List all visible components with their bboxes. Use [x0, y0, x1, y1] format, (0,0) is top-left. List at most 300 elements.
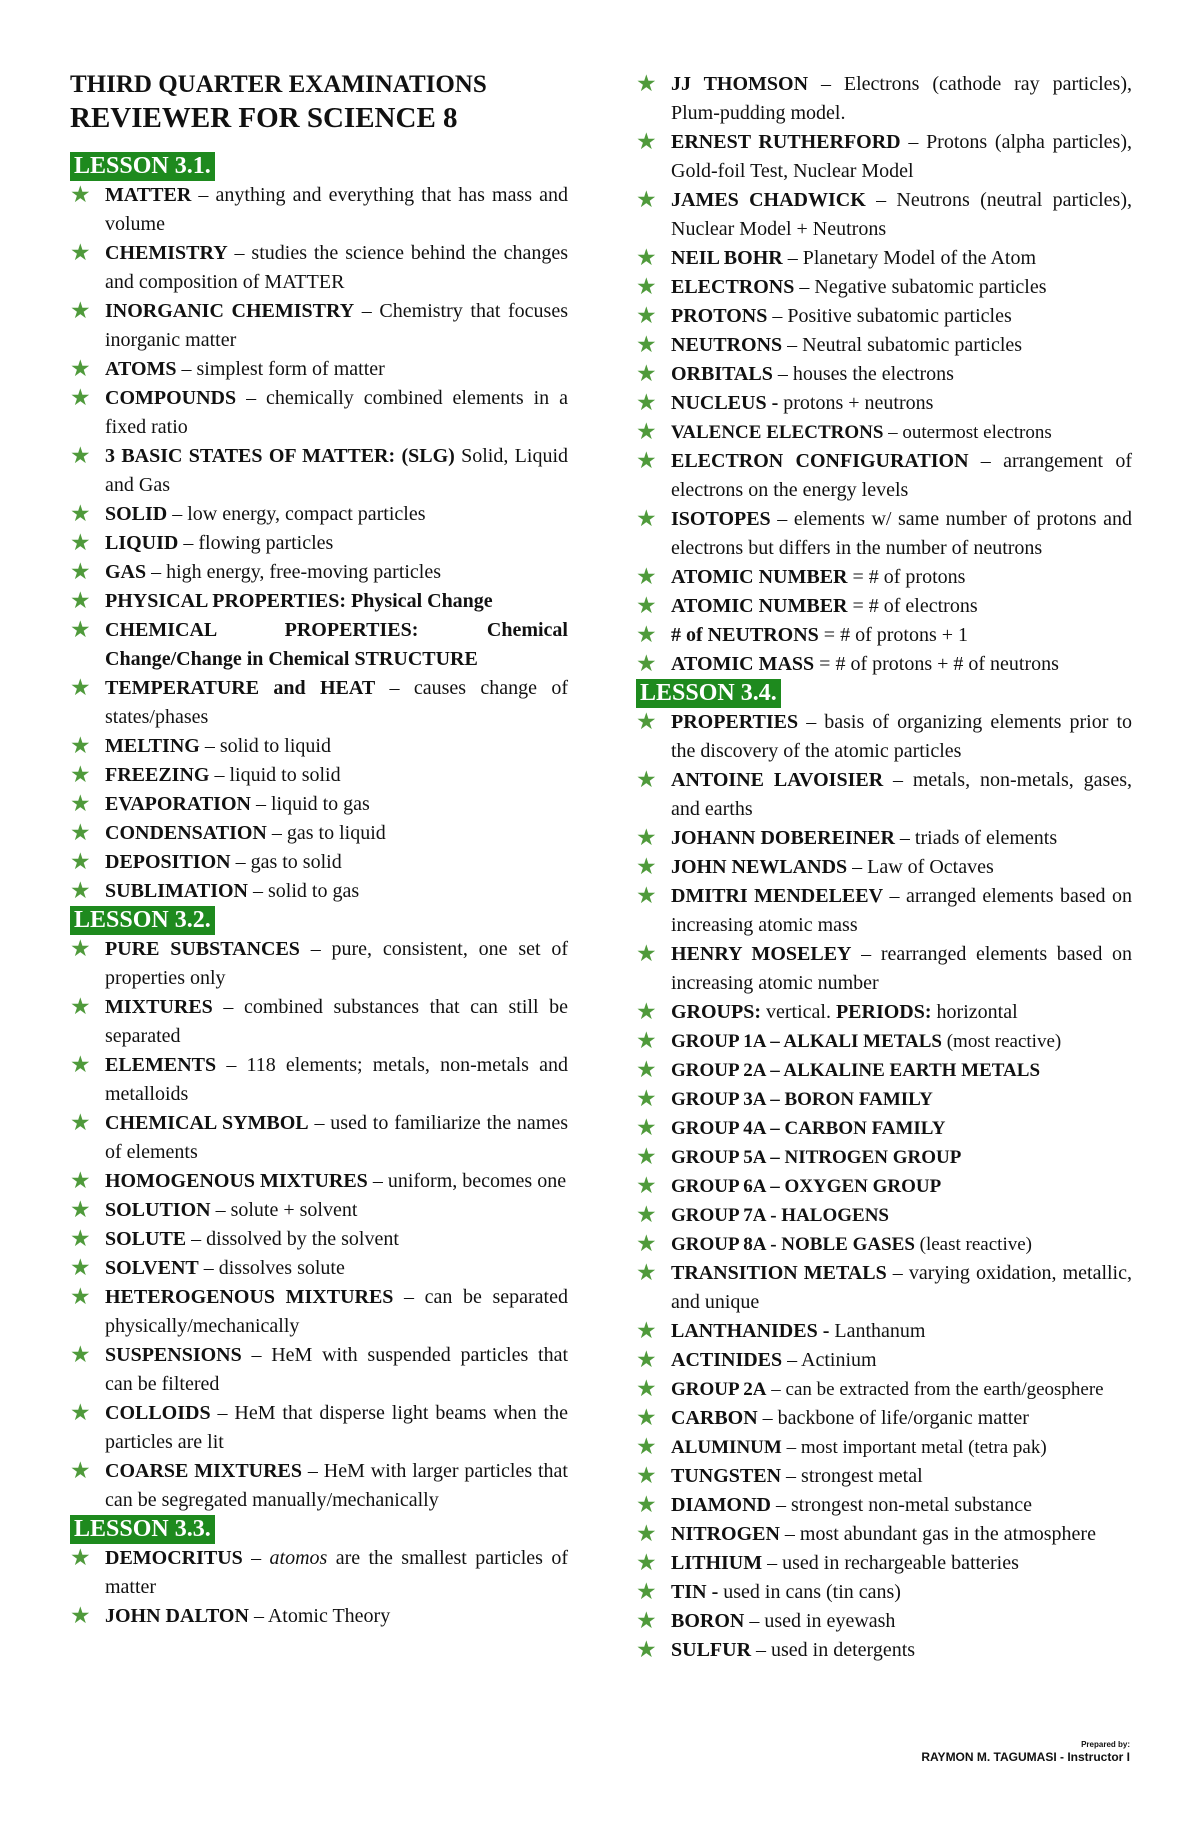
- item-desc: – solid to liquid: [199, 735, 331, 758]
- list-item: [636, 1114, 1132, 1143]
- item-term: DEMOCRITUS: [105, 1546, 243, 1569]
- item-term: MIXTURES: [105, 995, 213, 1018]
- list-item: [70, 558, 568, 587]
- item-desc: – strongest metal: [781, 1464, 923, 1487]
- list-item: [636, 766, 1132, 824]
- list-item: [70, 1602, 568, 1631]
- star-icon: ★: [636, 708, 657, 735]
- list-item: [70, 1167, 568, 1196]
- lesson-3-3-list-right: [636, 70, 1132, 679]
- item-term: GROUP 6A – OXYGEN GROUP: [671, 1175, 942, 1197]
- item-desc: – HeM with larger particles that can be segregated manually/mechanically: [105, 1459, 568, 1511]
- item-term: VALENCE ELECTRONS: [671, 422, 884, 443]
- item-term: MELTING: [105, 735, 200, 758]
- lesson-3-4-heading: [636, 679, 1132, 708]
- star-icon: ★: [636, 1114, 657, 1141]
- item-desc: protons + neutrons: [778, 392, 934, 414]
- item-term: BORON: [671, 1609, 745, 1632]
- star-icon: ★: [70, 820, 91, 847]
- list-item: [636, 853, 1132, 882]
- list-item: [636, 1375, 1132, 1404]
- list-item: [70, 239, 568, 297]
- item-term: ATOMIC MASS: [671, 653, 815, 675]
- item-term: NUCLEUS -: [671, 392, 779, 414]
- star-icon: ★: [636, 303, 657, 329]
- item-desc: – HeM that disperse light beams when the particles are lit: [105, 1401, 568, 1453]
- item-desc: = # of protons: [847, 566, 966, 588]
- lesson-label: LESSON 3.2.: [70, 906, 215, 935]
- list-item: [70, 355, 568, 384]
- star-icon: ★: [70, 1544, 91, 1571]
- item-desc: – houses the electrons: [772, 363, 954, 385]
- star-icon: ★: [636, 882, 657, 909]
- item-desc: – low energy, compact particles: [167, 503, 426, 526]
- item-term: DEPOSITION: [105, 851, 231, 874]
- star-icon: ★: [636, 564, 657, 590]
- list-item: [70, 297, 568, 355]
- star-icon: ★: [70, 1225, 91, 1252]
- list-item: [70, 529, 568, 558]
- item-desc: – combined substances that can still be separated: [105, 995, 568, 1047]
- lesson-3-2-list: [70, 935, 568, 1515]
- item-term: JOHN DALTON: [105, 1604, 249, 1627]
- item-desc: – used to familiarize the names of elements: [105, 1111, 568, 1163]
- star-icon: ★: [636, 390, 657, 416]
- list-item: [70, 1254, 568, 1283]
- list-item: [70, 1283, 568, 1341]
- list-item: [636, 1201, 1132, 1230]
- item-desc: – simplest form of matter: [176, 358, 385, 381]
- list-item: [70, 935, 568, 993]
- lesson-3-1-heading: [70, 152, 568, 181]
- star-icon: ★: [70, 733, 91, 760]
- star-icon: ★: [70, 1341, 91, 1368]
- item-desc: = # of electrons: [847, 595, 978, 617]
- list-item: [70, 1196, 568, 1225]
- item-desc: – studies the science behind the changes and composition of MATTER: [105, 242, 568, 294]
- star-icon: ★: [636, 998, 657, 1025]
- item-term: GAS: [105, 561, 147, 584]
- item-term: ANTOINE LAVOISIER: [671, 768, 884, 791]
- item-desc: – dissolves solute: [198, 1256, 345, 1279]
- item-term: SUSPENSIONS: [105, 1343, 242, 1366]
- list-item: [636, 1230, 1132, 1259]
- lesson-3-3-list-left: [70, 1544, 568, 1631]
- item-term: ATOMIC NUMBER: [671, 566, 848, 588]
- list-item: [70, 587, 568, 616]
- list-item: [70, 732, 568, 761]
- item-desc: – Neutrons (neutral particles), Nuclear Model + Neutrons: [671, 189, 1132, 240]
- star-icon: ★: [70, 1399, 91, 1426]
- item-desc: – basis of organizing elements prior to the discovery of the atomic particles: [671, 710, 1132, 762]
- list-item: [70, 993, 568, 1051]
- item-desc: – flowing particles: [178, 532, 334, 555]
- item-term: NITROGEN: [671, 1522, 780, 1545]
- list-item: [70, 500, 568, 529]
- star-icon: ★: [636, 1404, 657, 1431]
- item-term: COARSE MIXTURES: [105, 1459, 303, 1482]
- list-item: [636, 389, 1132, 418]
- item-term: LITHIUM: [671, 1551, 763, 1574]
- list-item: [70, 1225, 568, 1254]
- item-term: GROUP 7A - HALOGENS: [671, 1204, 889, 1226]
- item-desc: used in cans (tin cans): [718, 1580, 901, 1603]
- star-icon: ★: [70, 878, 91, 905]
- item-desc: – chemically combined elements in a fixed ratio: [105, 387, 568, 439]
- item-desc: – liquid to gas: [250, 793, 370, 816]
- list-item: [636, 418, 1132, 447]
- item-desc: – outermost electrons: [883, 422, 1052, 443]
- list-item: [70, 790, 568, 819]
- item-term: DIAMOND: [671, 1493, 771, 1516]
- star-icon: ★: [636, 1085, 657, 1112]
- item-desc: horizontal: [931, 1000, 1018, 1023]
- list-item: [636, 708, 1132, 766]
- item-desc: – rearranged elements based on increasing atomic number: [671, 942, 1132, 994]
- star-icon: ★: [636, 1201, 657, 1228]
- right-column: [636, 70, 1132, 1665]
- item-desc: – high energy, free-moving particles: [146, 561, 442, 584]
- star-icon: ★: [70, 356, 91, 383]
- list-item: [636, 128, 1132, 186]
- list-item: [636, 447, 1132, 505]
- list-item: [70, 819, 568, 848]
- star-icon: ★: [70, 1283, 91, 1310]
- star-icon: ★: [70, 993, 91, 1020]
- star-icon: ★: [636, 622, 657, 648]
- list-item: [636, 650, 1132, 679]
- star-icon: ★: [636, 71, 657, 97]
- list-item: [636, 1462, 1132, 1491]
- list-item: [636, 563, 1132, 592]
- item-term: GROUP 2A: [671, 1378, 767, 1400]
- star-icon: ★: [636, 1230, 657, 1257]
- star-icon: ★: [70, 443, 91, 470]
- item-term: 3 BASIC STATES OF MATTER: (SLG): [105, 445, 455, 468]
- item-desc: – solid to gas: [248, 880, 360, 903]
- item-desc: – used in rechargeable batteries: [762, 1551, 1019, 1574]
- star-icon: ★: [636, 448, 657, 474]
- left-column: [70, 70, 568, 1631]
- item-desc: – Protons (alpha particles), Gold-foil Test, Nuclear Model: [671, 131, 1132, 182]
- list-item: [636, 1549, 1132, 1578]
- item-term: ALUMINUM: [671, 1436, 782, 1458]
- item-term: DMITRI MENDELEEV: [671, 884, 884, 907]
- item-desc: – backbone of life/organic matter: [757, 1406, 1029, 1429]
- item-term: GROUP 2A – ALKALINE EARTH METALS: [671, 1059, 1041, 1081]
- item-desc: – strongest non-metal substance: [771, 1493, 1033, 1516]
- star-icon: ★: [636, 1172, 657, 1199]
- list-item: [636, 592, 1132, 621]
- item-term: TUNGSTEN: [671, 1464, 782, 1487]
- item-desc: – arrangement of electrons on the energy levels: [671, 450, 1132, 501]
- star-icon: ★: [70, 1109, 91, 1136]
- item-term: EVAPORATION: [105, 793, 251, 816]
- item-desc: – 118 elements; metals, non-metals and metalloids: [105, 1053, 568, 1105]
- list-item: [636, 940, 1132, 998]
- item-desc: – solute + solvent: [210, 1198, 358, 1221]
- list-item: [636, 70, 1132, 128]
- list-item: [636, 1607, 1132, 1636]
- list-item: [636, 1317, 1132, 1346]
- star-icon: ★: [636, 419, 657, 445]
- list-item: [70, 1341, 568, 1399]
- list-item: [70, 442, 568, 500]
- item-desc: – Negative subatomic particles: [794, 276, 1047, 298]
- star-icon: ★: [636, 1143, 657, 1170]
- lesson-3-2-heading: [70, 906, 568, 935]
- item-desc: – gas to liquid: [266, 822, 386, 845]
- star-icon: ★: [70, 240, 91, 267]
- item-term: ELECTRON CONFIGURATION: [671, 450, 969, 472]
- item-desc: – most important metal (tetra pak): [781, 1436, 1047, 1458]
- list-item: [636, 331, 1132, 360]
- list-item: [70, 1051, 568, 1109]
- star-icon: ★: [70, 762, 91, 789]
- item-desc: are the smallest particles of matter: [105, 1546, 568, 1598]
- star-icon: ★: [636, 593, 657, 619]
- item-term: SULFUR: [671, 1638, 752, 1661]
- item-term: SOLUTE: [105, 1227, 187, 1250]
- list-item: [636, 505, 1132, 563]
- item-desc: – uniform, becomes one: [367, 1169, 567, 1192]
- list-item: [70, 674, 568, 732]
- item-desc: –: [242, 1546, 270, 1569]
- star-icon: ★: [70, 1254, 91, 1281]
- item-desc: (least reactive): [914, 1233, 1032, 1255]
- item-term: MATTER: [105, 184, 192, 207]
- item-term: PERIODS:: [835, 1000, 932, 1023]
- footer: [921, 1740, 1130, 1764]
- item-term: CHEMISTRY: [105, 242, 228, 265]
- item-desc: – anything and everything that has mass and volume: [105, 184, 568, 236]
- star-icon: ★: [70, 182, 91, 209]
- lesson-label: LESSON 3.3.: [70, 1515, 215, 1544]
- list-item: [636, 1433, 1132, 1462]
- star-icon: ★: [70, 617, 91, 644]
- list-item: [70, 384, 568, 442]
- star-icon: ★: [636, 1346, 657, 1373]
- item-term: HETEROGENOUS MIXTURES: [105, 1285, 394, 1308]
- item-term: CARBON: [671, 1406, 758, 1429]
- item-desc: – gas to solid: [230, 851, 342, 874]
- list-item: [636, 1027, 1132, 1056]
- list-item: [636, 273, 1132, 302]
- star-icon: ★: [636, 1607, 657, 1634]
- star-icon: ★: [636, 1259, 657, 1286]
- item-desc-italic: atomos: [269, 1546, 328, 1569]
- item-term: JOHN NEWLANDS: [671, 855, 848, 878]
- list-item: [70, 616, 568, 674]
- item-desc: – Law of Octaves: [847, 855, 994, 878]
- item-desc: = # of protons + # of neutrons: [814, 653, 1059, 675]
- item-term: TRANSITION METALS: [671, 1261, 887, 1284]
- list-item: [636, 621, 1132, 650]
- star-icon: ★: [70, 1051, 91, 1078]
- list-item: [636, 824, 1132, 853]
- item-term: # of NEUTRONS: [671, 624, 819, 646]
- item-desc: – Actinium: [782, 1348, 877, 1371]
- list-item: [636, 1172, 1132, 1201]
- lesson-label: LESSON 3.4.: [636, 679, 781, 708]
- star-icon: ★: [70, 588, 91, 615]
- star-icon: ★: [70, 501, 91, 528]
- star-icon: ★: [70, 935, 91, 962]
- item-desc: Lanthanum: [829, 1319, 926, 1342]
- item-term: ERNEST RUTHERFORD: [671, 131, 901, 153]
- item-desc: – can be separated physically/mechanically: [105, 1285, 568, 1337]
- list-item: [70, 848, 568, 877]
- item-desc: = # of protons + 1: [818, 624, 969, 646]
- item-desc: – Atomic Theory: [248, 1604, 391, 1627]
- item-term: COMPOUNDS: [105, 387, 237, 410]
- list-item: [70, 1109, 568, 1167]
- item-term: GROUP 4A – CARBON FAMILY: [671, 1117, 946, 1139]
- document-title-line1: THIRD QUARTER EXAMINATIONS: [70, 71, 487, 98]
- item-term: ATOMS: [105, 358, 177, 381]
- list-item: [636, 1259, 1132, 1317]
- item-term: CHEMICAL PROPERTIES: Chemical Change/Change in Chemical STRUCTURE: [105, 619, 568, 671]
- star-icon: ★: [636, 1549, 657, 1576]
- item-term: ELECTRONS: [671, 276, 795, 298]
- star-icon: ★: [636, 245, 657, 271]
- item-term: GROUP 3A – BORON FAMILY: [671, 1088, 933, 1110]
- item-desc: Solid, Liquid and Gas: [105, 445, 568, 497]
- document-title-line2: REVIEWER FOR SCIENCE 8: [70, 102, 458, 134]
- list-item: [636, 186, 1132, 244]
- lesson-3-1-list: [70, 181, 568, 906]
- list-item: [636, 1056, 1132, 1085]
- item-term: JAMES CHADWICK: [671, 189, 866, 211]
- item-desc: – pure, consistent, one set of properties only: [105, 937, 568, 989]
- list-item: [636, 1636, 1132, 1665]
- item-desc: – used in detergents: [751, 1638, 916, 1661]
- item-desc: – Planetary Model of the Atom: [782, 247, 1036, 269]
- item-term: HENRY MOSELEY: [671, 942, 852, 965]
- item-term: CHEMICAL SYMBOL: [105, 1111, 309, 1134]
- item-term: ELEMENTS: [105, 1053, 217, 1076]
- lesson-label: LESSON 3.1.: [70, 152, 215, 181]
- list-item: [636, 1520, 1132, 1549]
- list-item: [636, 360, 1132, 389]
- item-desc: – HeM with suspended particles that can be filtered: [105, 1343, 568, 1395]
- list-item: [70, 1544, 568, 1602]
- item-term: GROUPS:: [671, 1000, 761, 1023]
- item-desc: – arranged elements based on increasing atomic mass: [671, 884, 1133, 936]
- item-term: SUBLIMATION: [105, 880, 248, 903]
- star-icon: ★: [70, 559, 91, 586]
- list-item: [636, 1404, 1132, 1433]
- list-item: [636, 998, 1132, 1027]
- star-icon: ★: [636, 506, 657, 532]
- star-icon: ★: [70, 849, 91, 876]
- list-item: [636, 882, 1132, 940]
- item-term: INORGANIC CHEMISTRY: [105, 300, 355, 323]
- item-term: JOHANN DOBEREINER: [671, 826, 895, 849]
- item-term: PROTONS: [671, 305, 768, 327]
- star-icon: ★: [636, 129, 657, 155]
- star-icon: ★: [70, 385, 91, 412]
- item-term: SOLVENT: [105, 1256, 199, 1279]
- list-item: [636, 1578, 1132, 1607]
- star-icon: ★: [70, 675, 91, 702]
- star-icon: ★: [70, 1167, 91, 1194]
- list-item: [70, 761, 568, 790]
- star-icon: ★: [636, 766, 657, 793]
- item-term: PURE SUBSTANCES: [105, 937, 300, 960]
- item-term: FREEZING: [105, 764, 210, 787]
- item-desc: – Neutral subatomic particles: [782, 334, 1023, 356]
- star-icon: ★: [636, 1491, 657, 1518]
- star-icon: ★: [636, 940, 657, 967]
- star-icon: ★: [636, 651, 657, 677]
- list-item: [70, 181, 568, 239]
- list-item: [636, 1346, 1132, 1375]
- star-icon: ★: [636, 853, 657, 880]
- item-desc: vertical.: [761, 1000, 836, 1023]
- author-name: RAYMON M. TAGUMASI - Instructor I: [921, 1750, 1130, 1764]
- item-desc: (most reactive): [941, 1030, 1062, 1052]
- star-icon: ★: [70, 791, 91, 818]
- star-icon: ★: [70, 298, 91, 325]
- item-desc: – can be extracted from the earth/geosphere: [766, 1378, 1104, 1400]
- item-term: PROPERTIES: [671, 710, 799, 733]
- item-desc: – causes change of states/phases: [105, 677, 568, 729]
- item-term: TIN -: [671, 1580, 719, 1603]
- lesson-3-3-heading: [70, 1515, 568, 1544]
- item-term: SOLID: [105, 503, 168, 526]
- item-term: NEIL BOHR: [671, 247, 783, 269]
- lesson-3-4-list: [636, 708, 1132, 1665]
- star-icon: ★: [636, 361, 657, 387]
- item-term: ATOMIC NUMBER: [671, 595, 848, 617]
- star-icon: ★: [636, 1462, 657, 1489]
- item-term: TEMPERATURE and HEAT: [105, 677, 376, 700]
- star-icon: ★: [70, 1457, 91, 1484]
- star-icon: ★: [636, 274, 657, 300]
- item-term: SOLUTION: [105, 1198, 211, 1221]
- item-desc: – most abundant gas in the atmosphere: [779, 1522, 1096, 1545]
- item-term: CONDENSATION: [105, 822, 267, 845]
- item-term: JJ THOMSON: [671, 73, 809, 95]
- item-desc: – Electrons (cathode ray particles), Plum-pudding model.: [671, 73, 1132, 124]
- item-desc: – liquid to solid: [209, 764, 341, 787]
- item-term: NEUTRONS: [671, 334, 783, 356]
- item-desc: – Chemistry that focuses inorganic matter: [105, 300, 568, 352]
- star-icon: ★: [636, 1578, 657, 1605]
- item-desc: – varying oxidation, metallic, and unique: [671, 1261, 1132, 1313]
- item-term: GROUP 8A - NOBLE GASES: [671, 1233, 915, 1255]
- item-term: ACTINIDES: [671, 1348, 783, 1371]
- item-term: PHYSICAL PROPERTIES: Physical Change: [105, 590, 493, 613]
- item-desc: – used in eyewash: [744, 1609, 896, 1632]
- star-icon: ★: [636, 1317, 657, 1344]
- star-icon: ★: [636, 1433, 657, 1460]
- star-icon: ★: [636, 332, 657, 358]
- prepared-by-label: Prepared by:: [1081, 1740, 1130, 1749]
- star-icon: ★: [70, 530, 91, 557]
- list-item: [636, 1143, 1132, 1172]
- star-icon: ★: [636, 1056, 657, 1083]
- list-item: [70, 1457, 568, 1515]
- list-item: [636, 302, 1132, 331]
- item-desc: – dissolved by the solvent: [186, 1227, 399, 1250]
- list-item: [70, 877, 568, 906]
- item-term: GROUP 5A – NITROGEN GROUP: [671, 1146, 962, 1168]
- item-desc: – metals, non-metals, gases, and earths: [671, 768, 1132, 820]
- item-desc: – Positive subatomic particles: [767, 305, 1012, 327]
- item-desc: – triads of elements: [894, 826, 1058, 849]
